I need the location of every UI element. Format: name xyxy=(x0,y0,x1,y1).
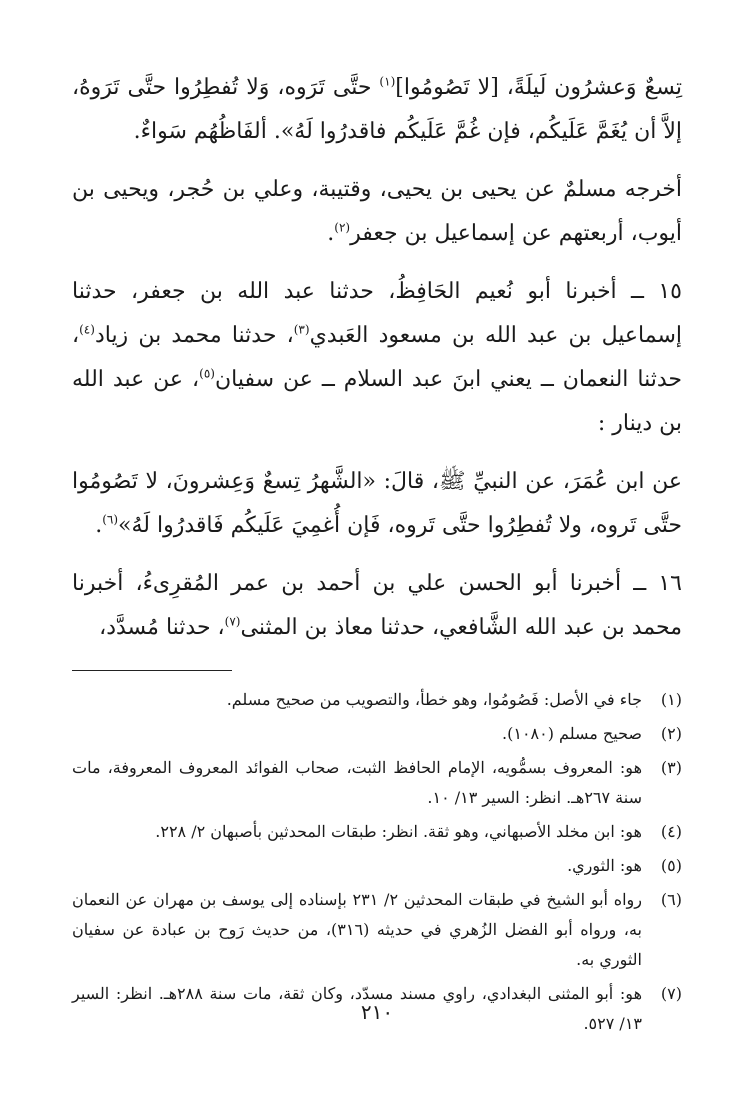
footnote-text: هو: ابن مخلد الأصبهاني، وهو ثقة. انظر: طبقات المحدثين بأصبهان ٢/ ٢٢٨. xyxy=(155,822,642,841)
page-number: ٢١٠ xyxy=(360,1000,394,1024)
footnote-number: (٦) xyxy=(660,890,682,909)
footnote-number: (٥) xyxy=(660,856,682,875)
footnote-ref: (٣) xyxy=(293,322,310,337)
footnotes xyxy=(72,685,682,1039)
paragraph xyxy=(72,168,682,256)
footnote-text: جاء في الأصل: فَصُومُوا، وهو خطأ، والتصويب من صحيح مسلم. xyxy=(226,690,642,709)
paragraph-text: . xyxy=(327,221,335,246)
footnote-ref: (٢) xyxy=(334,220,351,235)
footnote-text: صحيح مسلم (١٠٨٠). xyxy=(502,724,642,743)
paragraph-text: ، حدثنا النعمان ــ يعني ابنَ عبد السلام ــ عن سفيان xyxy=(72,323,682,392)
footnote xyxy=(72,753,682,813)
footnote xyxy=(72,817,682,847)
paragraph-text: ، حدثنا مُسدَّد، xyxy=(99,615,225,640)
footnote-ref: (٧) xyxy=(224,614,241,629)
paragraph-text: أخرجه مسلمٌ عن يحيى بن يحيى، وقتيبة، وعلي بن حُجر، ويحيى بن أيوب، أربعتهم عن إسماعيل بن جعفر xyxy=(72,177,682,246)
footnote-ref: (٥) xyxy=(199,366,215,381)
footnote-text: هو: أبو المثنى البغدادي، راوي مسند مسدّد، وكان ثقة، مات سنة ٢٨٨هـ. انظر: السير ١٣/ ٥٢٧. xyxy=(72,984,643,1033)
paragraph-text: ١٥ ــ أخبرنا أبو نُعيم الحَافِظُ، حدثنا عبد الله بن جعفر، حدثنا إسماعيل بن عبد الله بن مسعود العَبدي xyxy=(72,279,682,348)
footnote-ref: (٦) xyxy=(102,512,119,527)
paragraph-text: حتَّى تَرَوه، وَلا تُفطِرُوا حتَّى تَرَوهُ، إلاَّ أن يُغَمَّ عَلَيكُم، فإن غُمَّ عَلَيكُم فاقدرُوا لَهُ». ألفَاظُهُم سَواءٌ. xyxy=(72,75,682,144)
paragraph-text: ، حدثنا محمد بن زياد xyxy=(94,323,294,348)
page-body xyxy=(72,66,682,1043)
paragraph xyxy=(72,66,682,154)
footnote-number: (١) xyxy=(660,690,682,709)
footnote-text: هو: المعروف بسمُّويه، الإمام الحافظ الثبت، صحاب الفوائد المعروف المعروفة، مات سنة ٢٦٧هـ. انظر: السير ١٣/ ١٠. xyxy=(72,758,643,807)
footnote-number: (٧) xyxy=(660,984,682,1003)
footnote-number: (٤) xyxy=(660,822,682,841)
footnote-number: (٣) xyxy=(660,758,682,777)
paragraph xyxy=(72,562,682,650)
paragraph-text: عن ابن عُمَرَ، عن النبيِّ ﷺ، قالَ: «الشَّهرُ تِسعٌ وَعِشرونَ، لا تَصُومُوا حتَّى تَروه، ولا تُفطِرُوا حتَّى تَروه، فَإن أُغمِيَ عَلَيكُم فَاقدرُوا لَهُ» xyxy=(72,469,682,538)
footnote-number: (٢) xyxy=(660,724,682,743)
footnote xyxy=(72,719,682,749)
paragraph-text: . xyxy=(95,513,103,538)
paragraph-text: ، عن عبد الله بن دينار : xyxy=(72,367,682,436)
paragraph xyxy=(72,270,682,446)
footnote xyxy=(72,851,682,881)
paragraph-text: ١٦ ــ أخبرنا أبو الحسن علي بن أحمد بن عمر المُقرِىءُ، أخبرنا محمد بن عبد الله الشَّافعي، حدثنا معاذ بن المثنى xyxy=(72,571,682,640)
paragraph-text: تِسعٌ وَعشرُون لَيلَةً، [لا تَصُومُوا] xyxy=(395,75,682,100)
footnote xyxy=(72,685,682,715)
footnote xyxy=(72,885,682,975)
main-text xyxy=(72,66,682,650)
footnote-ref: (١) xyxy=(379,74,396,89)
footnote-separator xyxy=(72,670,232,671)
paragraph xyxy=(72,460,682,548)
footnote-ref: (٤) xyxy=(79,322,95,337)
footnote-text: رواه أبو الشيخ في طبقات المحدثين ٢/ ٢٣١ بإسناده إلى يوسف بن مهران عن النعمان به، ورواه أبو الفضل الزُهري في حديثه (٣١٦)، من حديث رَوح بن عبادة عن سفيان الثوري به. xyxy=(72,890,643,969)
footnote-text: هو: الثوري. xyxy=(567,856,642,875)
